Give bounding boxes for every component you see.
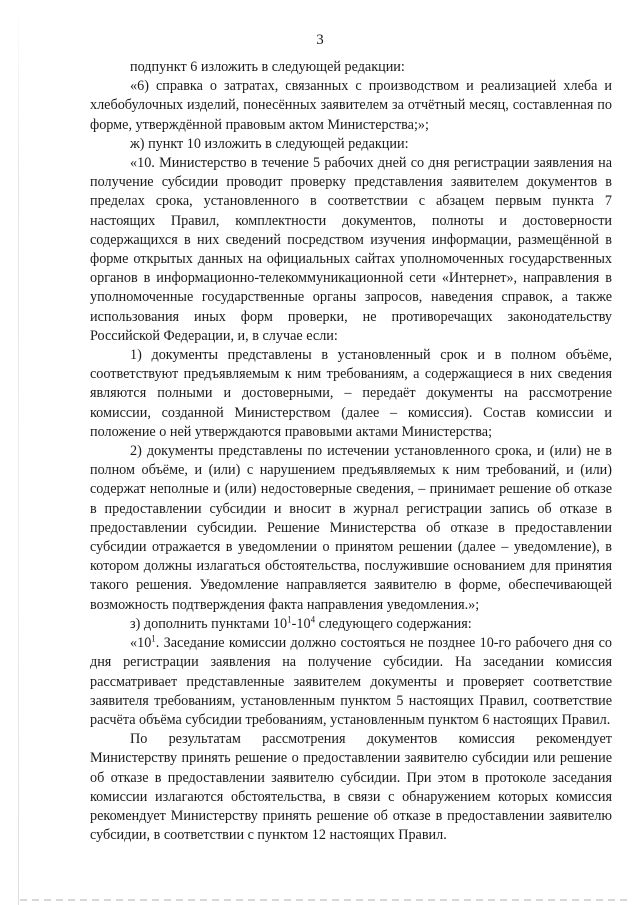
paragraph-point-10-item-1: 1) документы представлены в установленный срок и в полном объёме, соответствуют предъявляемым к ним требованиям, а содержащиеся в них сведения являются полными и достоверными, – передаёт документы на рассмотрение комиссии, созданной Министерством (далее – комиссия). Состав комиссии и положение о ней утверждаются правовыми актами Министерства; — [90, 347, 612, 440]
insert-text-after: следующего содержания: — [315, 615, 472, 632]
paragraph-point-10-item-2: 2) документы представлены по истечении установленного срока, и (или) не в полном объёме, и (или) с нарушением предъявляемых к ним требований, и (или) содержат неполные и (или) недостоверные сведения, – принимает решение об отказе в предоставлении субсидии и вносит в журнал регистрации запись об отказе в предоставлении субсидии. Решение Министерства об отказе в предоставлении субсидии отражается в уведомлении о принятом решении (далее – уведомление), в котором должны излагаться обстоятельства, послужившие основанием для принятия такого решения. Уведомление направляется заявителю в форме, обеспечивающей возможность подтверждения факта направления уведомления.»; — [90, 443, 612, 613]
paragraph-insert-points — [90, 615, 612, 634]
point-10-1-text: . Заседание комиссии должно состояться не позднее 10-го рабочего дня со дня регистрации заявления на получение субсидии. На заседании комиссия рассматривает представленные заявителем документы и проверяет соответствие заявителя требованиям, установленным пунктом 5 настоящих Правил, соответствие расчёта объёма субсидии требованиям, установленным пунктом 6 настоящих Правил. — [90, 635, 612, 728]
scan-edge-bottom — [20, 899, 628, 901]
paragraph-subpoint-6-text: «6) справка о затратах, связанных с производством и реализацией хлеба и хлебобулочных изделий, понесённых заявителем за отчётный месяц, составленная по форме, утверждённой правовым актом Министерства;»; — [90, 78, 612, 133]
paragraph-point-10-intro: ж) пункт 10 изложить в следующей редакции: — [130, 135, 409, 152]
paragraph-subpoint-6-intro: подпункт 6 изложить в следующей редакции: — [130, 59, 405, 75]
document-body — [90, 58, 612, 845]
paragraph-results: По результатам рассмотрения документов комиссия рекомендует Министерству принять решение о предоставлении заявителю субсидии или решение об отказе в предоставлении заявителю субсидии. При этом в протоколе заседания комиссии излагаются обстоятельства, в связи с обнаружением которых комиссия рекомендует Министерству принять решение об отказе в предоставлении заявителю субсидии, в соответствии с пунктом 12 настоящих Правил. — [90, 731, 612, 844]
point-10-1-prefix: «10 — [130, 635, 152, 652]
scan-edge-left — [18, 0, 19, 905]
paragraph-point-10-text: «10. Министерство в течение 5 рабочих дней со дня регистрации заявления на получение субсидии проводит проверку представления заявителем документов в пределах срока, установленного в соответствии с абзацем первым пункта 7 настоящих Правил, комплектности документов, полноты и достоверности содержащихся в них сведений посредством изучения информации, размещённой в форме открытых данных на официальных сайтах уполномоченных государственных органов в информационно-телекоммуникационной сети «Интернет», направления в уполномоченные государственные органы запросов, наведения справок, а также использования иных форм проверки, не противоречащих законодательству Российской Федерации, и, в случае если: — [90, 155, 612, 344]
paragraph-point-10-1 — [90, 634, 612, 730]
insert-sup-to: 4 — [310, 614, 316, 625]
page-number: 3 — [316, 32, 324, 48]
insert-sup-from: 1 — [287, 614, 292, 625]
point-10-1-sup: 1 — [151, 633, 156, 644]
insert-dash: -10 — [291, 615, 311, 632]
insert-text-before: з) дополнить пунктами 10 — [130, 615, 288, 632]
